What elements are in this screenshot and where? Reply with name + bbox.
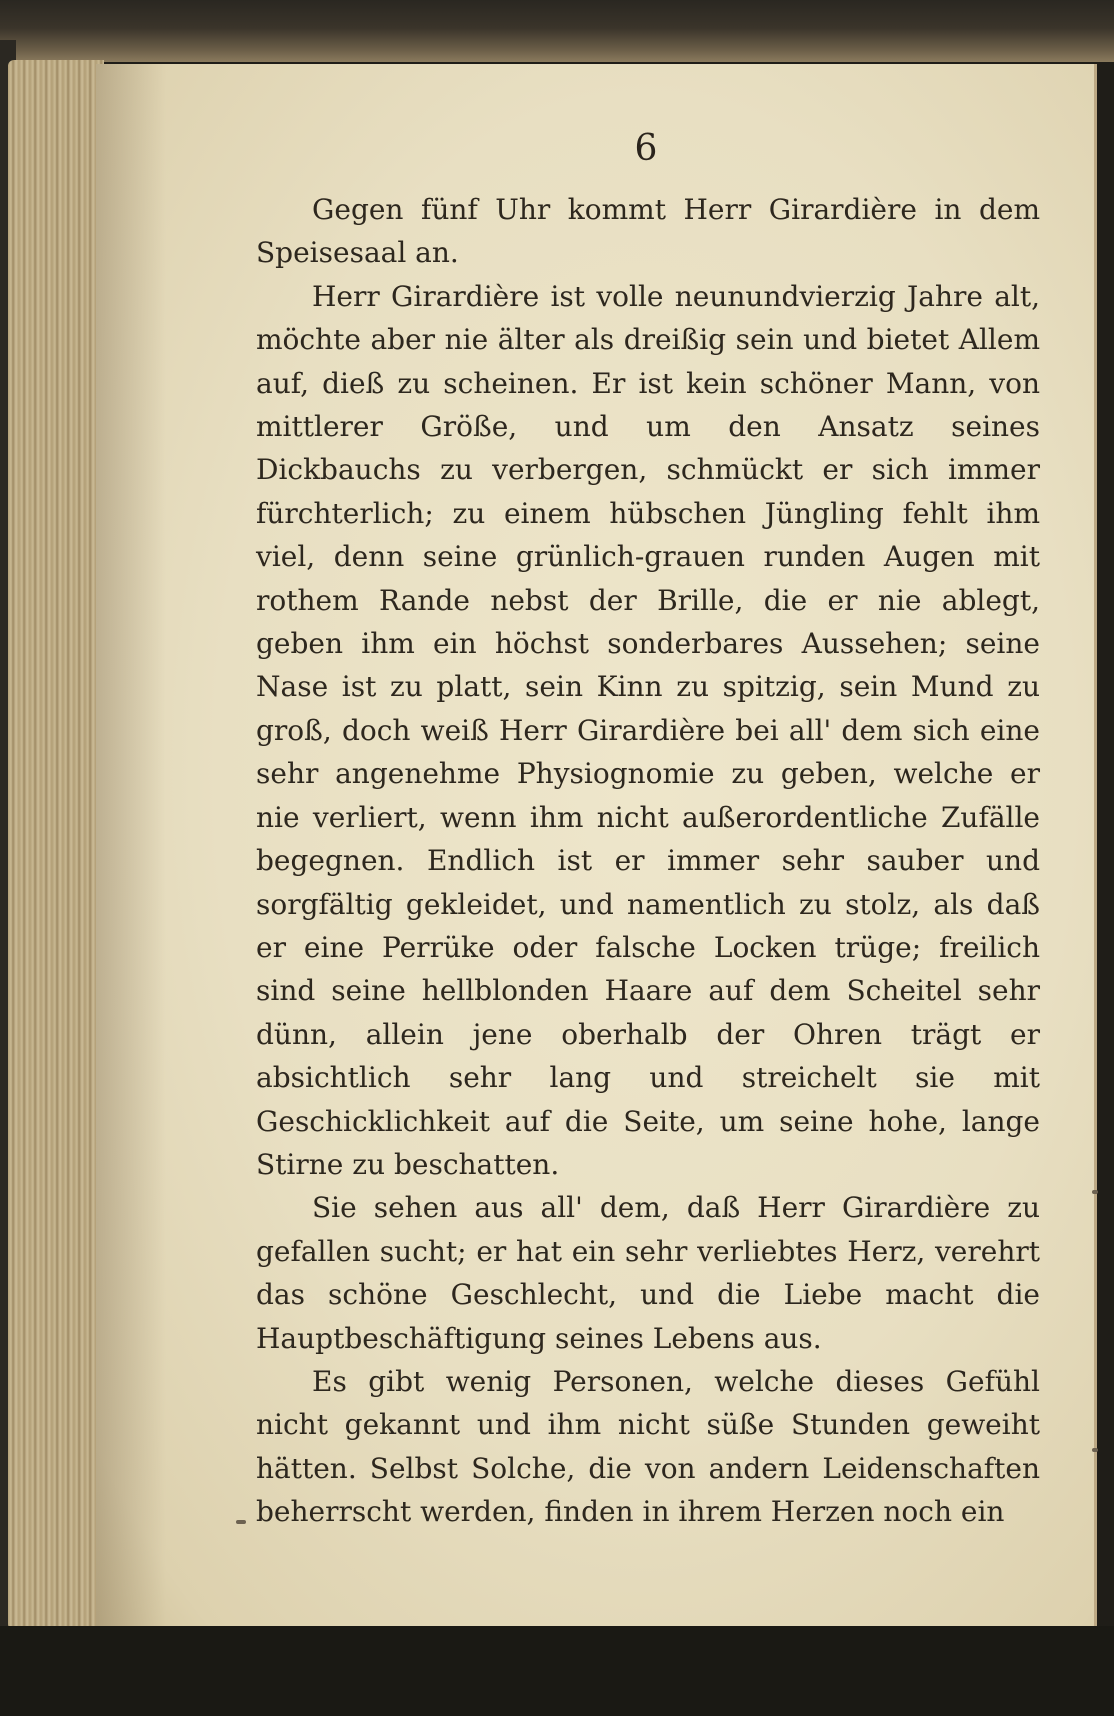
ink-speck <box>1092 1190 1098 1194</box>
page-stack-edge <box>8 60 104 1630</box>
paragraph: Gegen fünf Uhr kommt Herr Girardière in dem Speisesaal an. <box>256 193 1040 270</box>
page-body-text <box>256 188 1040 1534</box>
book-top-edge <box>0 0 1114 62</box>
ink-speck <box>1092 1448 1098 1452</box>
page-gutter-shadow <box>96 64 166 1628</box>
paragraph: Sie sehen aus all' dem, daß Herr Girardière zu gefallen sucht; er hat ein sehr verliebtes Herz, verehrt das schöne Geschlecht, und die Liebe macht die Hauptbeschäftigung seines Lebens aus. <box>256 1191 1040 1355</box>
scan-bottom-background <box>0 1626 1114 1716</box>
page-number: 6 <box>634 128 658 169</box>
ink-speck <box>236 1520 246 1524</box>
paragraph: Es gibt wenig Personen, welche dieses Gefühl nicht gekannt und ihm nicht süße Stunden geweiht hätten. Selbst Solche, die von andern Leidenschaften beherrscht werden, finden in ihrem Herzen noch ein <box>256 1364 1040 1529</box>
paragraph: Herr Girardière ist volle neunundvierzig Jahre alt, möchte aber nie älter als dreißig sein und bietet Allem auf, dieß zu scheinen. Er ist kein schöner Mann, von mittlerer Größe, und um den Ansatz seines Dickbauchs zu verbergen, schmückt er sich immer fürchterlich; zu einem hübschen Jüngling fehlt ihm viel, denn seine grünlich-grauen runden Augen mit rothem Rande nebst der Brille, die er nie ablegt, geben ihm ein höchst sonderbares Aussehen; seine Nase ist zu platt, sein Kinn zu spitzig, sein Mund zu groß, doch weiß Herr Girardière bei all' dem sich eine sehr angenehme Physiognomie zu geben, welche er nie verliert, wenn ihm nicht außerordentliche Zufälle begegnen. Endlich ist er immer sehr sauber und sorgfältig gekleidet, und namentlich zu stolz, als daß er eine Perrüke oder falsche Locken trüge; freilich sind seine hellblonden Haare auf dem Scheitel sehr dünn, allein jene oberhalb der Ohren trägt er absichtlich sehr lang und streichelt sie mit Geschicklichkeit auf die Seite, um seine hohe, lange Stirne zu beschatten. <box>256 279 1040 1181</box>
